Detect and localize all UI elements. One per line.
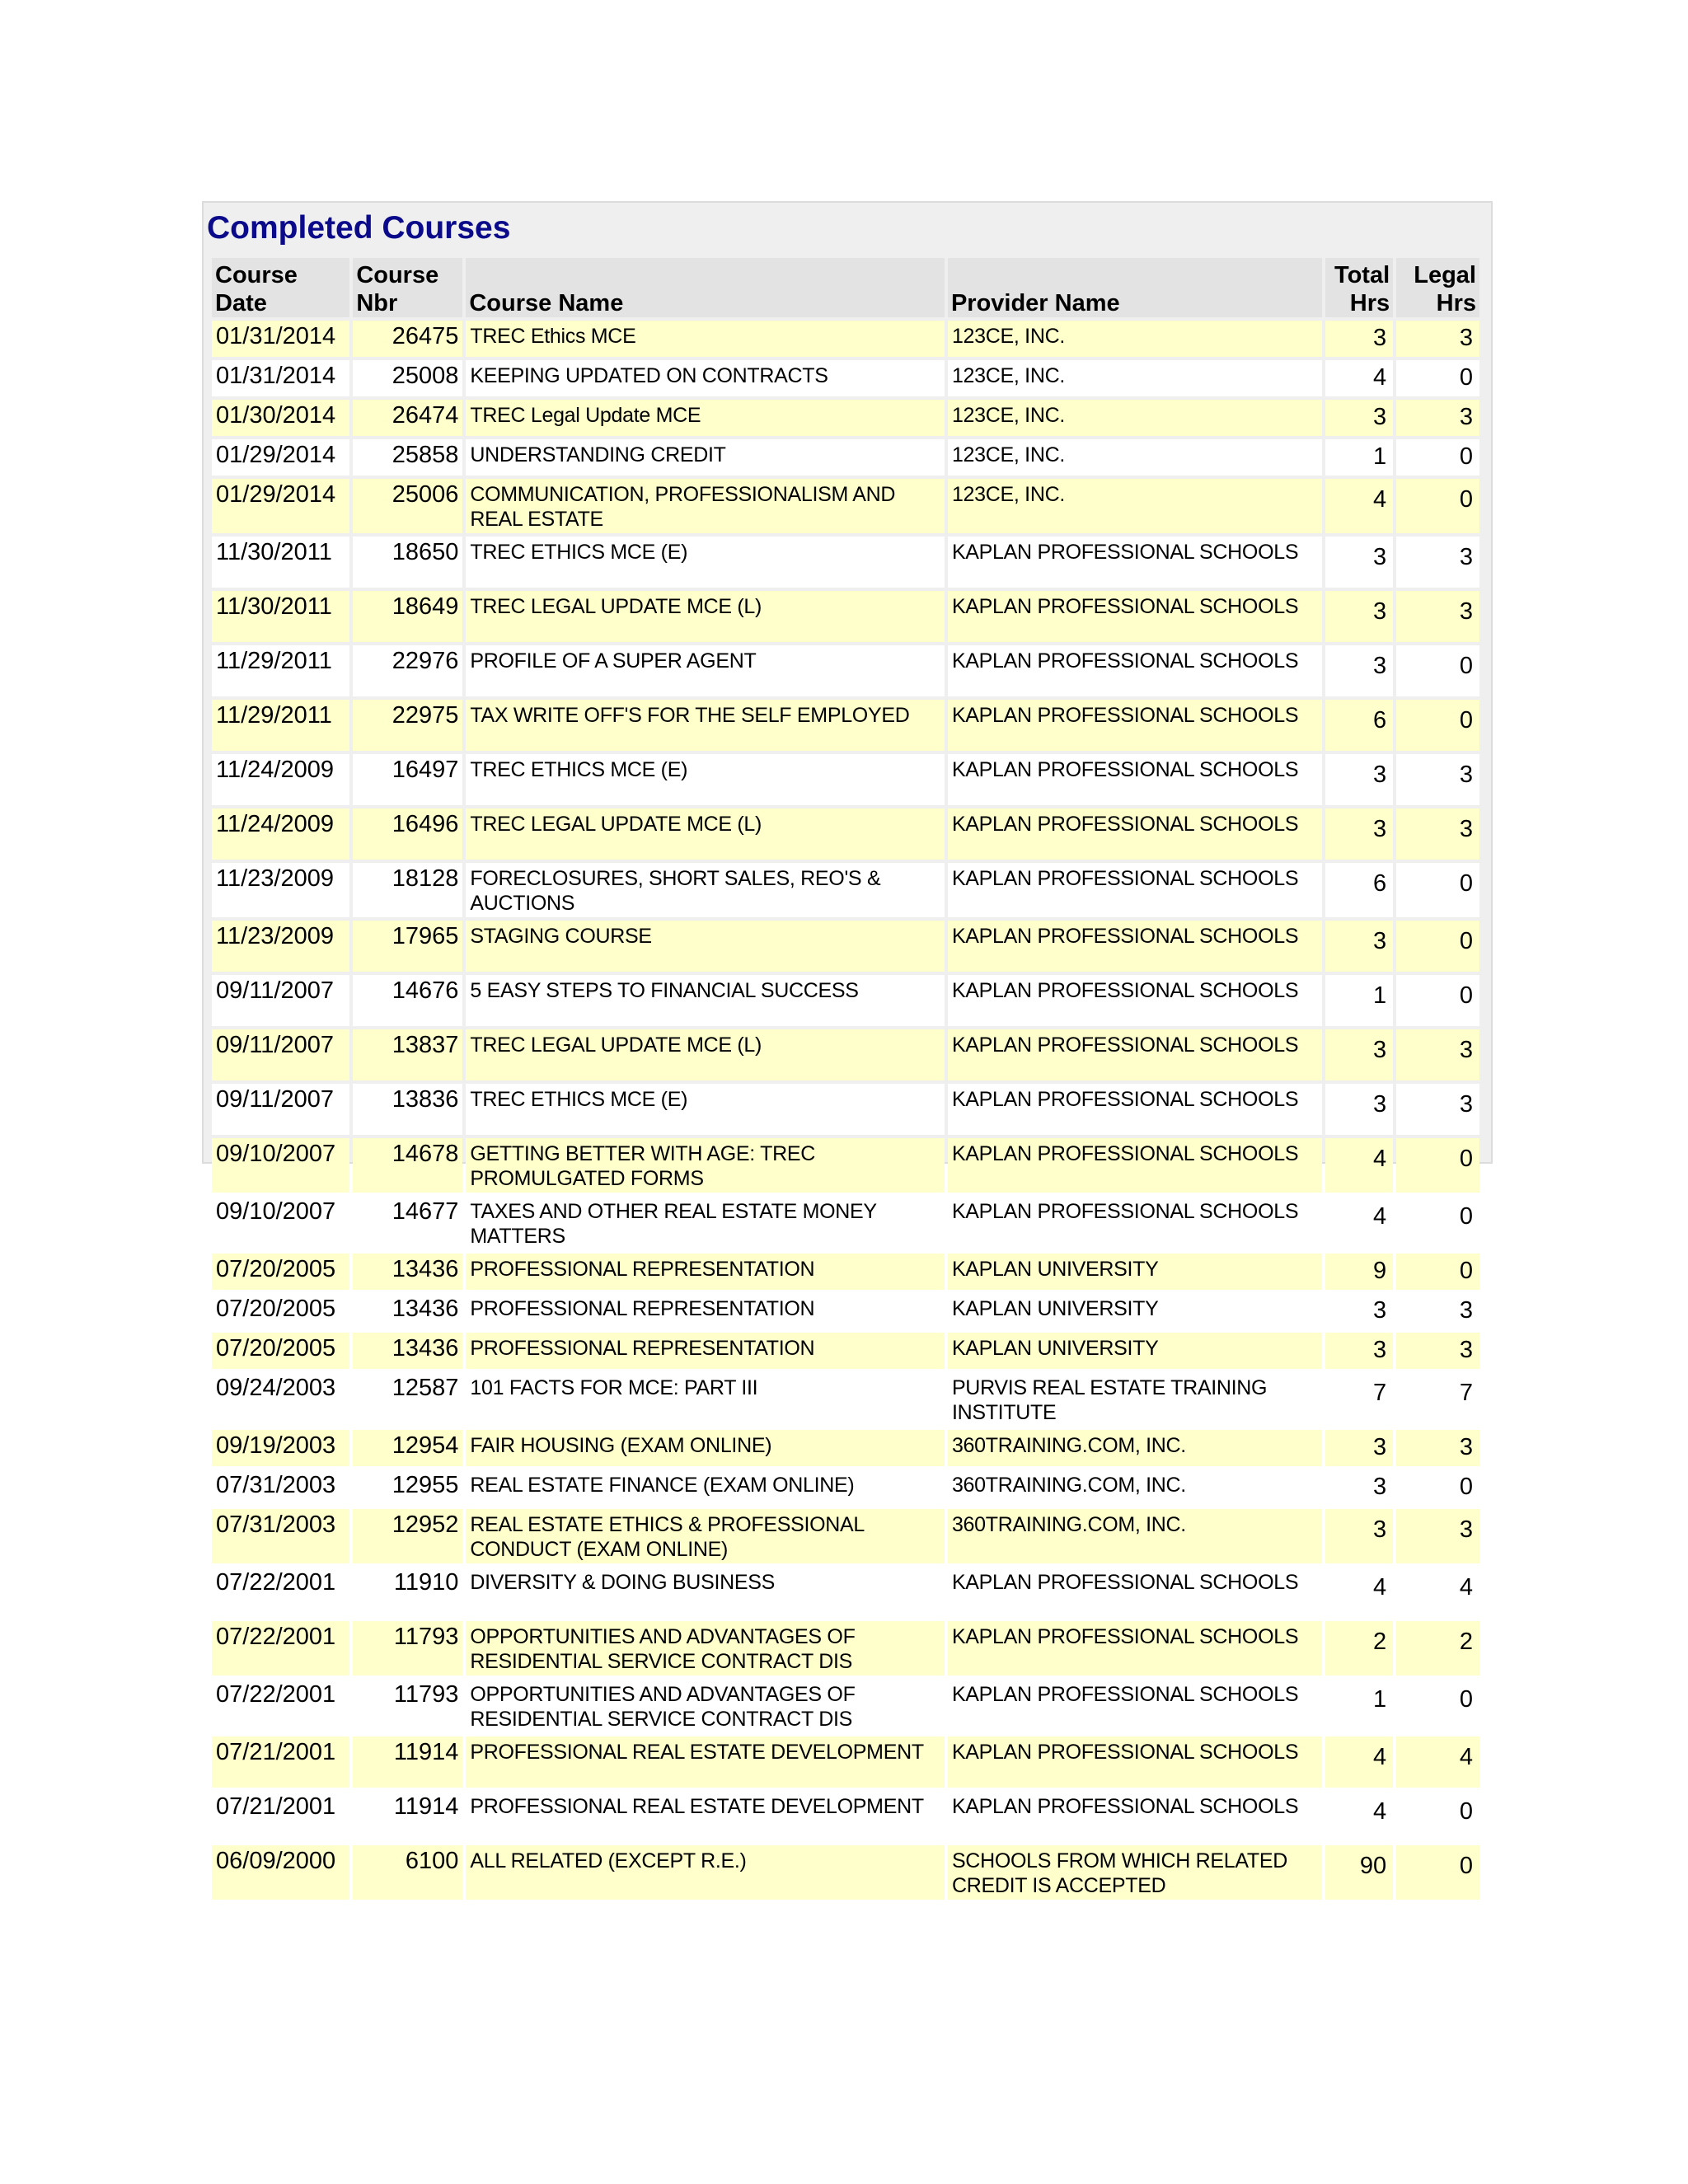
table-row xyxy=(212,921,1479,972)
total-hrs-cell: 4 xyxy=(1325,1196,1394,1250)
courses-table xyxy=(209,255,1483,1903)
course-name-cell: TREC LEGAL UPDATE MCE (L) xyxy=(466,1029,945,1080)
course-name-cell: OPPORTUNITIES AND ADVANTAGES OF RESIDENTIAL SERVICE CONTRACT DIS xyxy=(466,1621,945,1675)
provider-name-cell: KAPLAN PROFESSIONAL SCHOOLS xyxy=(948,537,1322,588)
table-row xyxy=(212,1430,1479,1466)
course-name-cell: ALL RELATED (EXCEPT R.E.) xyxy=(466,1845,945,1900)
course-date-cell: 09/11/2007 xyxy=(212,1084,349,1135)
legal-hrs-cell: 0 xyxy=(1396,700,1479,751)
provider-name-cell: 360TRAINING.COM, INC. xyxy=(948,1469,1322,1506)
course-date-cell: 11/24/2009 xyxy=(212,808,349,860)
course-date-cell: 07/31/2003 xyxy=(212,1469,349,1506)
table-row xyxy=(212,1791,1479,1842)
course-nbr-cell: 26475 xyxy=(353,321,462,357)
total-hrs-cell: 3 xyxy=(1325,591,1394,642)
total-hrs-cell: 3 xyxy=(1325,400,1394,436)
legal-hrs-cell: 3 xyxy=(1396,537,1479,588)
course-name-cell: KEEPING UPDATED ON CONTRACTS xyxy=(466,360,945,396)
legal-hrs-cell: 0 xyxy=(1396,1469,1479,1506)
table-row xyxy=(212,591,1479,642)
course-name-cell: COMMUNICATION, PROFESSIONALISM AND REAL ESTATE xyxy=(466,479,945,533)
legal-hrs-cell: 0 xyxy=(1396,1679,1479,1733)
course-date-cell: 11/23/2009 xyxy=(212,921,349,972)
course-date-cell: 07/22/2001 xyxy=(212,1679,349,1733)
course-name-cell: PROFESSIONAL REAL ESTATE DEVELOPMENT xyxy=(466,1736,945,1788)
legal-hrs-cell: 3 xyxy=(1396,321,1479,357)
legal-hrs-cell: 0 xyxy=(1396,1254,1479,1290)
legal-hrs-cell: 0 xyxy=(1396,1138,1479,1193)
provider-name-cell: KAPLAN PROFESSIONAL SCHOOLS xyxy=(948,1621,1322,1675)
course-date-cell: 07/22/2001 xyxy=(212,1621,349,1675)
table-row xyxy=(212,1084,1479,1135)
course-nbr-cell: 12587 xyxy=(353,1372,462,1427)
course-name-cell: PROFESSIONAL REAL ESTATE DEVELOPMENT xyxy=(466,1791,945,1842)
course-nbr-cell: 12952 xyxy=(353,1509,462,1563)
legal-hrs-cell: 0 xyxy=(1396,360,1479,396)
course-name-cell: TREC Legal Update MCE xyxy=(466,400,945,436)
course-date-cell: 11/24/2009 xyxy=(212,754,349,805)
provider-name-cell: KAPLAN PROFESSIONAL SCHOOLS xyxy=(948,808,1322,860)
course-nbr-cell: 25006 xyxy=(353,479,462,533)
provider-name-cell: 123CE, INC. xyxy=(948,400,1322,436)
legal-hrs-cell: 0 xyxy=(1396,1845,1479,1900)
provider-name-cell: KAPLAN PROFESSIONAL SCHOOLS xyxy=(948,700,1322,751)
legal-hrs-cell: 3 xyxy=(1396,1430,1479,1466)
legal-hrs-cell: 0 xyxy=(1396,921,1479,972)
course-nbr-cell: 26474 xyxy=(353,400,462,436)
legal-hrs-cell: 0 xyxy=(1396,439,1479,476)
course-nbr-cell: 25008 xyxy=(353,360,462,396)
course-date-cell: 09/11/2007 xyxy=(212,975,349,1026)
table-row xyxy=(212,537,1479,588)
legal-hrs-cell: 0 xyxy=(1396,645,1479,696)
course-date-cell: 11/23/2009 xyxy=(212,863,349,917)
total-hrs-cell: 3 xyxy=(1325,321,1394,357)
course-name-cell: REAL ESTATE ETHICS & PROFESSIONAL CONDUCT (EXAM ONLINE) xyxy=(466,1509,945,1563)
table-row xyxy=(212,321,1479,357)
total-hrs-cell: 3 xyxy=(1325,645,1394,696)
table-row xyxy=(212,1736,1479,1788)
course-date-cell: 01/29/2014 xyxy=(212,439,349,476)
table-row xyxy=(212,808,1479,860)
provider-name-cell: KAPLAN PROFESSIONAL SCHOOLS xyxy=(948,1084,1322,1135)
provider-name-cell: KAPLAN PROFESSIONAL SCHOOLS xyxy=(948,591,1322,642)
provider-name-cell: KAPLAN PROFESSIONAL SCHOOLS xyxy=(948,1138,1322,1193)
course-nbr-cell: 18649 xyxy=(353,591,462,642)
total-hrs-cell: 3 xyxy=(1325,921,1394,972)
course-date-cell: 01/31/2014 xyxy=(212,321,349,357)
provider-name-cell: KAPLAN PROFESSIONAL SCHOOLS xyxy=(948,1679,1322,1733)
course-date-cell: 11/30/2011 xyxy=(212,591,349,642)
course-nbr-cell: 11793 xyxy=(353,1679,462,1733)
course-nbr-cell: 17965 xyxy=(353,921,462,972)
course-nbr-cell: 16497 xyxy=(353,754,462,805)
legal-hrs-cell: 3 xyxy=(1396,1029,1479,1080)
course-nbr-cell: 22976 xyxy=(353,645,462,696)
table-row xyxy=(212,1254,1479,1290)
total-hrs-cell: 3 xyxy=(1325,754,1394,805)
course-name-cell: REAL ESTATE FINANCE (EXAM ONLINE) xyxy=(466,1469,945,1506)
course-date-cell: 09/10/2007 xyxy=(212,1196,349,1250)
course-date-cell: 11/29/2011 xyxy=(212,700,349,751)
table-row xyxy=(212,1509,1479,1563)
total-hrs-cell: 6 xyxy=(1325,863,1394,917)
course-name-cell: TREC LEGAL UPDATE MCE (L) xyxy=(466,591,945,642)
course-date-cell: 09/24/2003 xyxy=(212,1372,349,1427)
total-hrs-cell: 4 xyxy=(1325,1567,1394,1618)
course-name-cell: TREC ETHICS MCE (E) xyxy=(466,1084,945,1135)
provider-name-cell: KAPLAN PROFESSIONAL SCHOOLS xyxy=(948,1196,1322,1250)
course-name-cell: DIVERSITY & DOING BUSINESS xyxy=(466,1567,945,1618)
table-row xyxy=(212,700,1479,751)
provider-name-cell: KAPLAN PROFESSIONAL SCHOOLS xyxy=(948,645,1322,696)
legal-hrs-cell: 4 xyxy=(1396,1736,1479,1788)
total-hrs-cell: 1 xyxy=(1325,1679,1394,1733)
provider-name-cell: 123CE, INC. xyxy=(948,321,1322,357)
provider-name-cell: 123CE, INC. xyxy=(948,360,1322,396)
course-nbr-cell: 14676 xyxy=(353,975,462,1026)
course-date-cell: 06/09/2000 xyxy=(212,1845,349,1900)
total-hrs-cell: 1 xyxy=(1325,439,1394,476)
provider-name-cell: SCHOOLS FROM WHICH RELATED CREDIT IS ACCEPTED xyxy=(948,1845,1322,1900)
total-hrs-cell: 3 xyxy=(1325,1509,1394,1563)
course-name-cell: TREC ETHICS MCE (E) xyxy=(466,754,945,805)
total-hrs-cell: 3 xyxy=(1325,1469,1394,1506)
legal-hrs-cell: 0 xyxy=(1396,975,1479,1026)
header-course-date: Course Date xyxy=(212,258,349,317)
table-row xyxy=(212,1845,1479,1900)
course-nbr-cell: 11910 xyxy=(353,1567,462,1618)
total-hrs-cell: 3 xyxy=(1325,808,1394,860)
provider-name-cell: 123CE, INC. xyxy=(948,439,1322,476)
page-title: Completed Courses xyxy=(207,210,511,246)
table-row xyxy=(212,754,1479,805)
table-row xyxy=(212,1621,1479,1675)
course-nbr-cell: 25858 xyxy=(353,439,462,476)
legal-hrs-cell: 3 xyxy=(1396,1333,1479,1369)
table-row xyxy=(212,975,1479,1026)
provider-name-cell: KAPLAN PROFESSIONAL SCHOOLS xyxy=(948,863,1322,917)
course-name-cell: TREC LEGAL UPDATE MCE (L) xyxy=(466,808,945,860)
course-date-cell: 09/11/2007 xyxy=(212,1029,349,1080)
course-nbr-cell: 18650 xyxy=(353,537,462,588)
table-row xyxy=(212,1372,1479,1427)
course-nbr-cell: 11914 xyxy=(353,1736,462,1788)
course-nbr-cell: 13436 xyxy=(353,1333,462,1369)
total-hrs-cell: 3 xyxy=(1325,1333,1394,1369)
table-row xyxy=(212,479,1479,533)
total-hrs-cell: 3 xyxy=(1325,1293,1394,1329)
header-total-hrs: Total Hrs xyxy=(1325,258,1394,317)
course-nbr-cell: 22975 xyxy=(353,700,462,751)
table-row xyxy=(212,1679,1479,1733)
total-hrs-cell: 4 xyxy=(1325,1791,1394,1842)
course-name-cell: STAGING COURSE xyxy=(466,921,945,972)
course-nbr-cell: 14678 xyxy=(353,1138,462,1193)
course-date-cell: 07/31/2003 xyxy=(212,1509,349,1563)
course-name-cell: UNDERSTANDING CREDIT xyxy=(466,439,945,476)
course-date-cell: 11/29/2011 xyxy=(212,645,349,696)
provider-name-cell: 360TRAINING.COM, INC. xyxy=(948,1430,1322,1466)
provider-name-cell: KAPLAN PROFESSIONAL SCHOOLS xyxy=(948,1567,1322,1618)
provider-name-cell: KAPLAN PROFESSIONAL SCHOOLS xyxy=(948,1029,1322,1080)
course-name-cell: TREC ETHICS MCE (E) xyxy=(466,537,945,588)
table-row xyxy=(212,1333,1479,1369)
table-row xyxy=(212,863,1479,917)
legal-hrs-cell: 2 xyxy=(1396,1621,1479,1675)
course-name-cell: FORECLOSURES, SHORT SALES, REO'S & AUCTIONS xyxy=(466,863,945,917)
legal-hrs-cell: 0 xyxy=(1396,863,1479,917)
table-row xyxy=(212,1469,1479,1506)
table-row xyxy=(212,439,1479,476)
table-row xyxy=(212,1293,1479,1329)
legal-hrs-cell: 3 xyxy=(1396,1293,1479,1329)
table-row xyxy=(212,1196,1479,1250)
course-nbr-cell: 13436 xyxy=(353,1293,462,1329)
legal-hrs-cell: 7 xyxy=(1396,1372,1479,1427)
legal-hrs-cell: 0 xyxy=(1396,479,1479,533)
table-row xyxy=(212,1029,1479,1080)
total-hrs-cell: 4 xyxy=(1325,1138,1394,1193)
provider-name-cell: 123CE, INC. xyxy=(948,479,1322,533)
header-course-nbr: Course Nbr xyxy=(353,258,462,317)
legal-hrs-cell: 3 xyxy=(1396,754,1479,805)
course-name-cell: PROFESSIONAL REPRESENTATION xyxy=(466,1333,945,1369)
legal-hrs-cell: 3 xyxy=(1396,1509,1479,1563)
header-legal-hrs: Legal Hrs xyxy=(1396,258,1479,317)
course-date-cell: 07/20/2005 xyxy=(212,1254,349,1290)
legal-hrs-cell: 0 xyxy=(1396,1791,1479,1842)
course-nbr-cell: 11793 xyxy=(353,1621,462,1675)
legal-hrs-cell: 3 xyxy=(1396,1084,1479,1135)
table-row xyxy=(212,1567,1479,1618)
total-hrs-cell: 4 xyxy=(1325,479,1394,533)
course-nbr-cell: 11914 xyxy=(353,1791,462,1842)
provider-name-cell: KAPLAN PROFESSIONAL SCHOOLS xyxy=(948,1791,1322,1842)
course-name-cell: 101 FACTS FOR MCE: PART III xyxy=(466,1372,945,1427)
total-hrs-cell: 3 xyxy=(1325,1430,1394,1466)
table-row xyxy=(212,400,1479,436)
course-nbr-cell: 13836 xyxy=(353,1084,462,1135)
course-date-cell: 09/10/2007 xyxy=(212,1138,349,1193)
course-date-cell: 01/31/2014 xyxy=(212,360,349,396)
legal-hrs-cell: 3 xyxy=(1396,400,1479,436)
course-name-cell: FAIR HOUSING (EXAM ONLINE) xyxy=(466,1430,945,1466)
total-hrs-cell: 3 xyxy=(1325,1029,1394,1080)
course-name-cell: GETTING BETTER WITH AGE: TREC PROMULGATED FORMS xyxy=(466,1138,945,1193)
course-date-cell: 07/20/2005 xyxy=(212,1333,349,1369)
provider-name-cell: KAPLAN UNIVERSITY xyxy=(948,1293,1322,1329)
course-date-cell: 07/21/2001 xyxy=(212,1736,349,1788)
course-date-cell: 11/30/2011 xyxy=(212,537,349,588)
total-hrs-cell: 9 xyxy=(1325,1254,1394,1290)
provider-name-cell: KAPLAN UNIVERSITY xyxy=(948,1333,1322,1369)
header-course-name: Course Name xyxy=(466,258,945,317)
course-date-cell: 07/21/2001 xyxy=(212,1791,349,1842)
course-name-cell: PROFESSIONAL REPRESENTATION xyxy=(466,1293,945,1329)
total-hrs-cell: 2 xyxy=(1325,1621,1394,1675)
table-row xyxy=(212,1138,1479,1193)
course-date-cell: 07/20/2005 xyxy=(212,1293,349,1329)
total-hrs-cell: 3 xyxy=(1325,1084,1394,1135)
provider-name-cell: KAPLAN PROFESSIONAL SCHOOLS xyxy=(948,921,1322,972)
legal-hrs-cell: 4 xyxy=(1396,1567,1479,1618)
course-nbr-cell: 12954 xyxy=(353,1430,462,1466)
course-nbr-cell: 18128 xyxy=(353,863,462,917)
course-date-cell: 01/30/2014 xyxy=(212,400,349,436)
course-name-cell: TAXES AND OTHER REAL ESTATE MONEY MATTERS xyxy=(466,1196,945,1250)
total-hrs-cell: 3 xyxy=(1325,537,1394,588)
course-name-cell: OPPORTUNITIES AND ADVANTAGES OF RESIDENTIAL SERVICE CONTRACT DIS xyxy=(466,1679,945,1733)
provider-name-cell: KAPLAN PROFESSIONAL SCHOOLS xyxy=(948,975,1322,1026)
course-name-cell: TREC Ethics MCE xyxy=(466,321,945,357)
provider-name-cell: KAPLAN PROFESSIONAL SCHOOLS xyxy=(948,754,1322,805)
course-nbr-cell: 13436 xyxy=(353,1254,462,1290)
provider-name-cell: 360TRAINING.COM, INC. xyxy=(948,1509,1322,1563)
completed-courses-panel xyxy=(202,201,1493,1897)
course-nbr-cell: 13837 xyxy=(353,1029,462,1080)
course-nbr-cell: 16496 xyxy=(353,808,462,860)
table-row xyxy=(212,645,1479,696)
provider-name-cell: KAPLAN PROFESSIONAL SCHOOLS xyxy=(948,1736,1322,1788)
course-date-cell: 01/29/2014 xyxy=(212,479,349,533)
course-nbr-cell: 14677 xyxy=(353,1196,462,1250)
course-date-cell: 09/19/2003 xyxy=(212,1430,349,1466)
header-provider-name: Provider Name xyxy=(948,258,1322,317)
course-name-cell: 5 EASY STEPS TO FINANCIAL SUCCESS xyxy=(466,975,945,1026)
total-hrs-cell: 4 xyxy=(1325,1736,1394,1788)
table-row xyxy=(212,360,1479,396)
course-nbr-cell: 12955 xyxy=(353,1469,462,1506)
provider-name-cell: KAPLAN UNIVERSITY xyxy=(948,1254,1322,1290)
course-name-cell: TAX WRITE OFF'S FOR THE SELF EMPLOYED xyxy=(466,700,945,751)
course-name-cell: PROFILE OF A SUPER AGENT xyxy=(466,645,945,696)
course-nbr-cell: 6100 xyxy=(353,1845,462,1900)
legal-hrs-cell: 3 xyxy=(1396,591,1479,642)
total-hrs-cell: 4 xyxy=(1325,360,1394,396)
total-hrs-cell: 1 xyxy=(1325,975,1394,1026)
total-hrs-cell: 6 xyxy=(1325,700,1394,751)
provider-name-cell: PURVIS REAL ESTATE TRAINING INSTITUTE xyxy=(948,1372,1322,1427)
course-name-cell: PROFESSIONAL REPRESENTATION xyxy=(466,1254,945,1290)
header-row xyxy=(212,258,1479,317)
total-hrs-cell: 7 xyxy=(1325,1372,1394,1427)
legal-hrs-cell: 3 xyxy=(1396,808,1479,860)
course-date-cell: 07/22/2001 xyxy=(212,1567,349,1618)
legal-hrs-cell: 0 xyxy=(1396,1196,1479,1250)
total-hrs-cell: 90 xyxy=(1325,1845,1394,1900)
